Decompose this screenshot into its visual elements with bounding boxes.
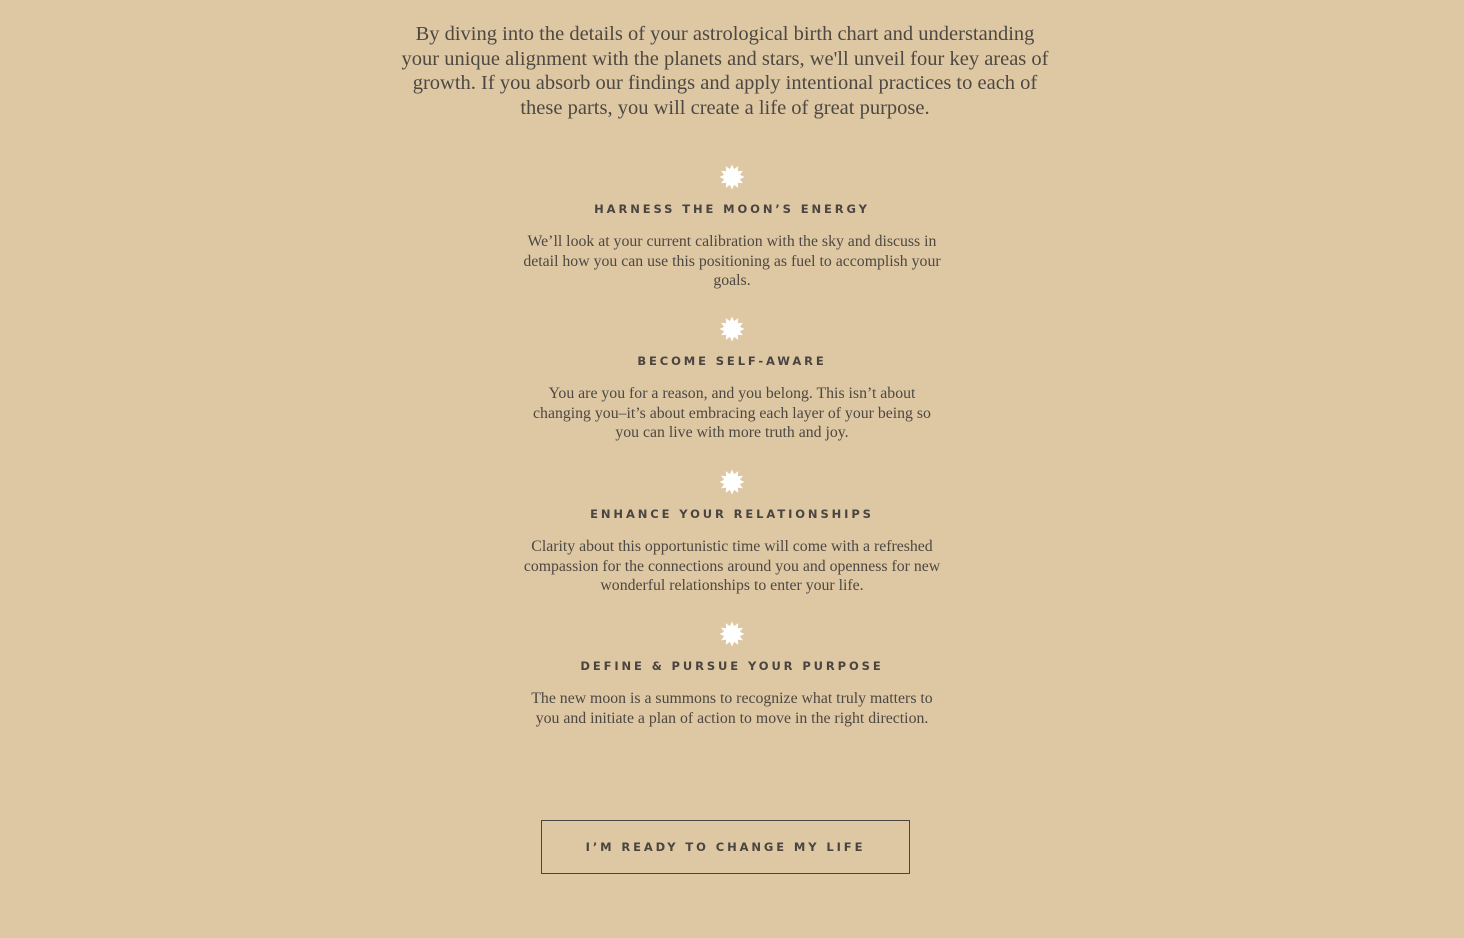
feature-title: HARNESS THE MOON’S ENERGY: [594, 202, 870, 216]
star-burst-icon: [719, 164, 745, 190]
feature-description: You are you for a reason, and you belong. This isn’t about changing you–it’s about embracing each layer of your being so you can live with more truth and joy.: [533, 385, 931, 441]
feature-title: BECOME SELF-AWARE: [637, 354, 827, 368]
feature-description: Clarity about this opportunistic time will come with a refreshed compassion for the connections around you and openness for new wonderful relationships to enter your life.: [523, 538, 941, 594]
feature-title: DEFINE & PURSUE YOUR PURPOSE: [580, 659, 884, 673]
intro-paragraph: By diving into the details of your astrological birth chart and understanding your unique alignment with the planets and stars, we'll unveil four key areas of growth. If you absorb our findings and apply intentional practices to each of these parts, you will create a life of great purpose.: [401, 23, 1049, 120]
feature-description: We’ll look at your current calibration with the sky and discuss in detail how you can use this positioning as fuel to accomplish your goals.: [523, 233, 941, 289]
feature-title: ENHANCE YOUR RELATIONSHIPS: [590, 507, 874, 521]
feature-moon-energy: [512, 164, 952, 291]
feature-self-aware: [512, 316, 952, 443]
star-burst-icon: [719, 316, 745, 342]
ready-to-change-button[interactable]: I’M READY TO CHANGE MY LIFE: [541, 820, 910, 874]
feature-description: The new moon is a summons to recognize what truly matters to you and initiate a plan of action to move in the right direction.: [531, 690, 933, 727]
star-burst-icon: [719, 469, 745, 495]
feature-purpose: [512, 621, 952, 728]
star-burst-icon: [719, 621, 745, 647]
feature-relationships: [512, 469, 952, 596]
